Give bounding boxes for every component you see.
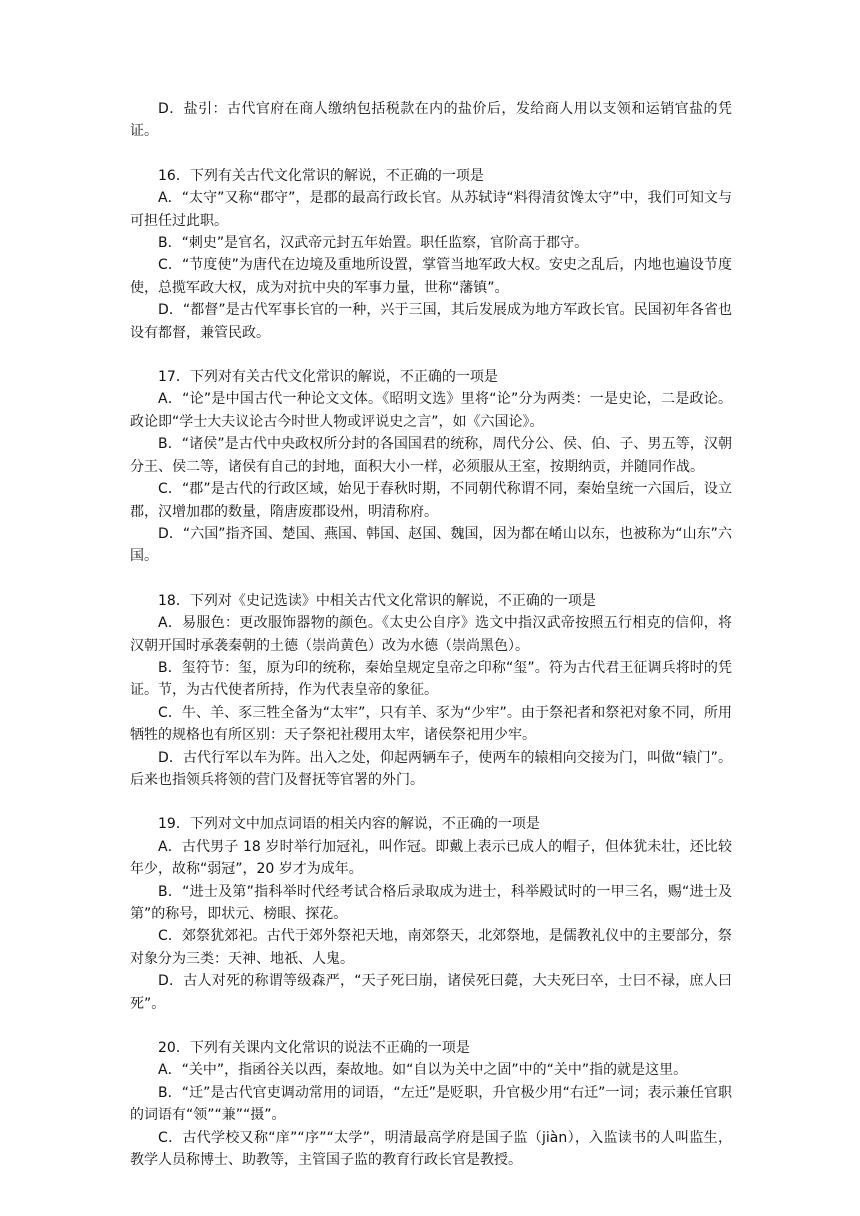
option-a: A．“论”是中国古代一种论文文体。《昭明文选》里将“论”分为两类：一是史论，二是政论。政论即“学士大夫议论古今时世人物或评说史之言”，如《六国论》。 (130, 391, 732, 430)
option-c: C．古代学校又称“庠”“序”“太学”，明清最高学府是国子监（jiàn），入监读书的人叫监生，教学人员称博士、助教等，主管国子监的教育行政长官是教授。 (130, 1129, 732, 1169)
option-c: C．“郡”是古代的行政区域，始见于春秋时期，不同朝代称谓不同，秦始皇统一六国后，设立郡，汉增加郡的数量，隋唐废郡设州，明清称府。 (130, 481, 732, 520)
question-19 (130, 813, 732, 1015)
option-d: D．古人对死的称谓等级森严，“天子死曰崩，诸侯死曰薨，大夫死曰卒，士曰不禄，庶人曰死”。 (130, 973, 732, 1012)
question-title: 18．下列对《史记选读》中相关古代文化常识的解说，不正确的一项是 (158, 592, 596, 609)
option-a: A．古代男子 18 岁时举行加冠礼，叫作冠。即戴上表示已成人的帽子，但体犹未壮，还比较年少，故称“弱冠”，20 岁才为成年。 (130, 838, 732, 878)
option-b: B．玺符节：玺，原为印的统称，秦始皇规定皇帝之印称“玺”。符为古代君王征调兵将时的凭证。节，为古代使者所持，作为代表皇帝的象征。 (130, 659, 732, 699)
option-a: A．易服色：更改服饰器物的颜色。《太史公自序》选文中指汉武帝按照五行相克的信仰，将汉朝开国时承袭秦朝的土德（崇尚黄色）改为水德（崇尚黑色）。 (130, 615, 732, 654)
option-a: A．“关中”，指函谷关以西，秦故地。如“自以为关中之固”中的“关中”指的就是这里。 (158, 1062, 688, 1079)
question-16 (130, 165, 732, 344)
question-title: 16．下列有关古代文化常识的解说，不正确的一项是 (158, 167, 484, 184)
document-page (130, 98, 732, 1171)
option-b: B．“迁”是古代官吏调动常用的词语，“左迁”是贬职，升官极少用“右迁”一词；表示兼任官职的词语有“领”“兼”“摄”。 (130, 1084, 732, 1124)
option-c: C．“节度使”为唐代在边境及重地所设置，掌管当地军政大权。安史之乱后，内地也遍设节度使，总揽军政大权，成为对抗中央的军事力量，世称“藩镇”。 (130, 257, 732, 296)
option-b: B．“诸侯”是古代中央政权所分封的各国国君的统称，周代分公、侯、伯、子、男五等，汉朝分王、侯二等，诸侯有自己的封地，面积大小一样，必须服从王室，按期纳贡，并随同作战。 (130, 436, 732, 475)
option-c: C．牛、羊、豕三牲全备为“太牢”，只有羊、豕为“少牢”。由于祭祀者和祭祀对象不同，所用牺牲的规格也有所区别：天子祭祀社稷用太牢，诸侯祭祀用少牢。 (130, 704, 732, 744)
option-c: C．郊祭犹郊祀。古代于郊外祭祀天地，南郊祭天，北郊祭地，是儒教礼仪中的主要部分，祭对象分为三类：天神、地祇、人鬼。 (130, 928, 732, 967)
option-a: A．“太守”又称“郡守”，是郡的最高行政长官。从苏轼诗“料得清贫馋太守”中，我们可知文与可担任过此职。 (130, 190, 732, 229)
option-b: B．“进士及第”指科举时代经考试合格后录取成为进士，科举殿试时的一甲三名，赐“进士及第”的称号，即状元、榜眼、探花。 (130, 883, 732, 922)
intro-option-d: D．盐引：古代官府在商人缴纳包括税款在内的盐价后，发给商人用以支领和运销官盐的凭证。 (130, 101, 732, 140)
option-d: D．古代行军以车为阵。出入之处，仰起两辆车子，使两车的辕相向交接为门，叫做“辕门”。后来也指领兵将领的营门及督抚等官署的外门。 (130, 749, 732, 788)
question-title: 20．下列有关课内文化常识的说法不正确的一项是 (158, 1040, 470, 1057)
question-title: 17．下列对有关古代文化常识的解说，不正确的一项是 (158, 369, 498, 386)
question-20 (130, 1037, 732, 1171)
option-d: D．“六国”指齐国、楚国、燕国、韩国、赵国、魏国，因为都在崤山以东，也被称为“山东”六国。 (130, 525, 732, 565)
question-17 (130, 366, 732, 568)
question-title: 19．下列对文中加点词语的相关内容的解说，不正确的一项是 (158, 816, 540, 833)
option-b: B．“刺史”是官名，汉武帝元封五年始置。职任监察，官阶高于郡守。 (158, 235, 589, 252)
question-18 (130, 590, 732, 792)
option-d: D．“都督”是古代军事长官的一种，兴于三国，其后发展成为地方军政长官。民国初年各省也设有都督，兼管民政。 (130, 302, 732, 341)
